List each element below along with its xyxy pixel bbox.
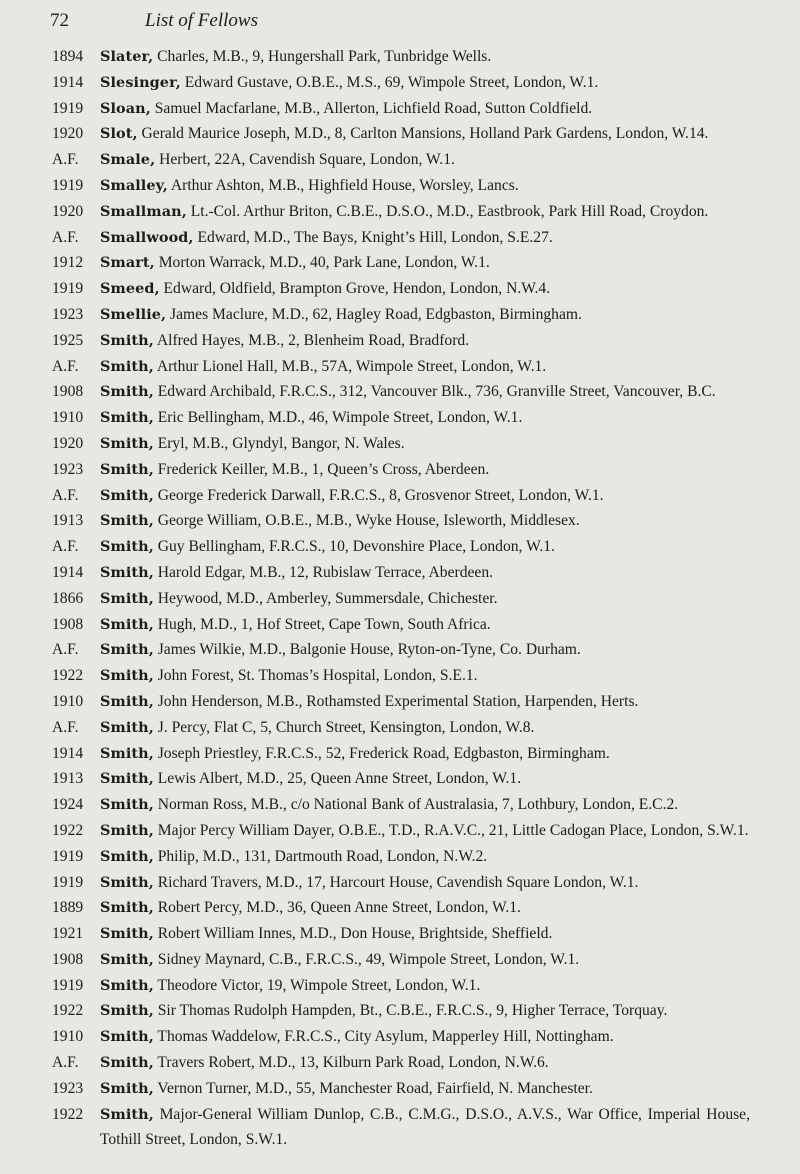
fellow-surname: Smith, [100, 1002, 154, 1020]
fellow-surname: Smith, [100, 1028, 154, 1046]
election-year: 1921 [52, 925, 84, 943]
election-year: 1914 [52, 73, 84, 91]
fellow-surname: Smith, [100, 821, 154, 839]
fellow-details: Thomas Waddelow, F.R.C.S., City Asylum, Mapperley Hill, Nottingham. [153, 1028, 614, 1046]
fellow-entry [100, 147, 750, 173]
fellow-surname: Smith, [100, 538, 154, 556]
fellow-entry [100, 457, 750, 483]
fellow-entry [100, 96, 750, 122]
election-year: 1913 [52, 770, 84, 788]
fellow-details: Harold Edgar, M.B., 12, Rubislaw Terrace, Aberdeen. [153, 563, 494, 581]
fellow-surname: Smeed, [100, 280, 160, 298]
list-item [0, 431, 800, 457]
list-item [0, 741, 800, 767]
election-year: A.F. [52, 228, 79, 246]
list-item [0, 844, 800, 870]
election-year: 1908 [52, 615, 84, 633]
fellow-details: Hugh, M.D., 1, Hof Street, Cape Town, South Africa. [153, 615, 491, 633]
election-year: A.F. [52, 486, 79, 504]
fellow-surname: Smith, [100, 976, 154, 994]
fellow-entry [100, 870, 750, 896]
fellow-details: Theodore Victor, 19, Wimpole Street, London, W.1. [153, 976, 481, 994]
list-item [0, 766, 800, 792]
election-year: A.F. [52, 718, 79, 736]
fellow-details: Edward Archibald, F.R.C.S., 312, Vancouver Blk., 736, Granville Street, Vancouver, B.C. [153, 383, 716, 401]
list-item [0, 302, 800, 328]
list-item [0, 895, 800, 921]
fellow-entry [100, 1102, 750, 1154]
fellow-surname: Smith, [100, 770, 154, 788]
fellow-entry [100, 921, 750, 947]
fellow-entry [100, 663, 750, 689]
fellow-entry [100, 998, 750, 1024]
fellow-entry [100, 431, 750, 457]
fellow-entry [100, 534, 750, 560]
fellow-details: John Forest, St. Thomas’s Hospital, London, S.E.1. [153, 667, 478, 685]
fellow-entry [100, 844, 750, 870]
fellow-surname: Sloan, [100, 99, 151, 117]
election-year: A.F. [52, 357, 79, 375]
fellow-details: Arthur Ashton, M.B., Highfield House, Worsley, Lancs. [167, 176, 519, 194]
fellow-surname: Smith, [100, 692, 154, 710]
fellow-details: Edward Gustave, O.B.E., M.S., 69, Wimpole Street, London, W.1. [180, 73, 599, 91]
fellow-details: Morton Warrack, M.D., 40, Park Lane, London, W.1. [154, 254, 490, 272]
list-item [0, 199, 800, 225]
fellow-details: Robert William Innes, M.D., Don House, Brightside, Sheffield. [153, 925, 553, 943]
fellow-surname: Smith, [100, 873, 154, 891]
fellow-entry [100, 1050, 750, 1076]
election-year: 1910 [52, 409, 84, 427]
fellow-surname: Slesinger, [100, 73, 181, 91]
fellow-entry [100, 276, 750, 302]
fellow-surname: Smith, [100, 925, 154, 943]
fellow-details: Samuel Macfarlane, M.B., Allerton, Lichfield Road, Sutton Coldfield. [150, 99, 593, 117]
fellow-entry [100, 973, 750, 999]
fellow-surname: Smith, [100, 409, 154, 427]
list-item [0, 818, 800, 844]
fellow-surname: Smith, [100, 744, 154, 762]
fellow-surname: Smellie, [100, 305, 167, 323]
fellow-entry [100, 792, 750, 818]
list-item [0, 44, 800, 70]
election-year: 1923 [52, 305, 84, 323]
election-year: 1889 [52, 899, 84, 917]
election-year: 1912 [52, 254, 84, 272]
list-item [0, 1050, 800, 1076]
election-year: 1919 [52, 99, 84, 117]
election-year: 1923 [52, 460, 84, 478]
election-year: 1920 [52, 202, 84, 220]
list-item [0, 921, 800, 947]
election-year: 1922 [52, 667, 84, 685]
fellow-surname: Smith, [100, 1105, 154, 1123]
list-item [0, 70, 800, 96]
fellow-entry [100, 302, 750, 328]
election-year: 1866 [52, 589, 84, 607]
fellow-details: Norman Ross, M.B., c/o National Bank of Australasia, 7, Lothbury, London, E.C.2. [153, 796, 679, 814]
fellow-details: Lewis Albert, M.D., 25, Queen Anne Street, London, W.1. [153, 770, 522, 788]
list-item [0, 96, 800, 122]
election-year: 1914 [52, 563, 84, 581]
list-item [0, 1076, 800, 1102]
list-item [0, 973, 800, 999]
fellow-entry [100, 354, 750, 380]
fellow-entry [100, 121, 750, 147]
election-year: 1924 [52, 796, 84, 814]
list-item [0, 998, 800, 1024]
fellow-surname: Smith, [100, 950, 154, 968]
fellow-surname: Smith, [100, 615, 154, 633]
fellow-entry [100, 612, 750, 638]
list-item [0, 586, 800, 612]
fellow-details: Frederick Keiller, M.B., 1, Queen’s Cross, Aberdeen. [153, 460, 490, 478]
fellow-surname: Slater, [100, 48, 154, 65]
election-year: 1910 [52, 1028, 84, 1046]
fellow-entry [100, 586, 750, 612]
fellow-entry [100, 715, 750, 741]
fellow-details: Gerald Maurice Joseph, M.D., 8, Carlton Mansions, Holland Park Gardens, London, W.14. [137, 125, 709, 143]
page-header [0, 0, 800, 40]
fellow-details: Heywood, M.D., Amberley, Summersdale, Chichester. [153, 589, 498, 607]
election-year: 1908 [52, 383, 84, 401]
election-year: A.F. [52, 641, 79, 659]
election-year: 1922 [52, 1002, 84, 1020]
fellow-surname: Smith, [100, 357, 154, 375]
election-year: A.F. [52, 151, 79, 169]
fellow-entry [100, 379, 750, 405]
list-item [0, 637, 800, 663]
fellow-entry [100, 560, 750, 586]
fellow-details: Sidney Maynard, C.B., F.R.C.S., 49, Wimpole Street, London, W.1. [153, 950, 580, 968]
fellow-entry [100, 818, 750, 844]
fellow-details: Sir Thomas Rudolph Hampden, Bt., C.B.E., F.R.C.S., 9, Higher Terrace, Torquay. [153, 1002, 668, 1020]
election-year: 1919 [52, 976, 84, 994]
fellow-details: James Maclure, M.D., 62, Hagley Road, Edgbaston, Birmingham. [166, 305, 582, 323]
list-item [0, 276, 800, 302]
fellow-surname: Smale, [100, 151, 156, 169]
running-head: List of Fellows [145, 10, 258, 31]
fellow-details: Edward, Oldfield, Brampton Grove, Hendon, London, N.W.4. [159, 280, 551, 298]
fellow-details: James Wilkie, M.D., Balgonie House, Ryton-on-Tyne, Co. Durham. [153, 641, 581, 659]
fellow-entry [100, 225, 750, 251]
election-year: 1920 [52, 125, 84, 143]
list-item [0, 663, 800, 689]
election-year: 1908 [52, 950, 84, 968]
fellow-surname: Smith, [100, 460, 154, 478]
fellow-details: Richard Travers, M.D., 17, Harcourt House, Cavendish Square London, W.1. [153, 873, 639, 891]
fellow-entry [100, 483, 750, 509]
list-item [0, 508, 800, 534]
fellow-surname: Smith, [100, 486, 154, 504]
fellow-surname: Smith, [100, 563, 154, 581]
fellow-surname: Smalley, [100, 176, 168, 194]
fellow-entry [100, 44, 750, 70]
election-year: 1922 [52, 821, 84, 839]
fellow-details: Major-General William Dunlop, C.B., C.M.G., D.S.O., A.V.S., War Office, Imperial House, Tothill Street, London, S.W.1. [100, 1105, 750, 1149]
fellow-surname: Smith, [100, 796, 154, 814]
fellow-surname: Slot, [100, 125, 138, 143]
election-year: 1910 [52, 692, 84, 710]
list-item [0, 792, 800, 818]
list-item [0, 354, 800, 380]
list-item [0, 689, 800, 715]
list-item [0, 379, 800, 405]
fellow-details: Arthur Lionel Hall, M.B., 57A, Wimpole Street, London, W.1. [153, 357, 547, 375]
fellow-entry [100, 947, 750, 973]
fellow-entry [100, 1076, 750, 1102]
list-item [0, 457, 800, 483]
fellow-details: Vernon Turner, M.D., 55, Manchester Road, Fairfield, N. Manchester. [153, 1079, 593, 1097]
list-item [0, 612, 800, 638]
list-item [0, 147, 800, 173]
fellow-surname: Smith, [100, 641, 154, 659]
fellows-list [0, 44, 800, 1153]
fellow-entry [100, 689, 750, 715]
list-item [0, 560, 800, 586]
fellow-entry [100, 199, 750, 225]
list-item [0, 225, 800, 251]
election-year: 1894 [52, 48, 84, 65]
list-item [0, 1024, 800, 1050]
fellow-entry [100, 70, 750, 96]
list-item [0, 947, 800, 973]
list-item [0, 173, 800, 199]
fellow-surname: Smith, [100, 718, 154, 736]
election-year: 1919 [52, 176, 84, 194]
fellow-details: Edward, M.D., The Bays, Knight’s Hill, London, S.E.27. [193, 228, 553, 246]
fellow-entry [100, 637, 750, 663]
fellow-details: Eric Bellingham, M.D., 46, Wimpole Street, London, W.1. [153, 409, 523, 427]
list-item [0, 328, 800, 354]
fellow-surname: Smith, [100, 1054, 154, 1072]
fellow-surname: Smith, [100, 383, 154, 401]
fellow-surname: Smith, [100, 847, 154, 865]
fellow-entry [100, 766, 750, 792]
election-year: 1922 [52, 1105, 84, 1123]
election-year: 1919 [52, 847, 84, 865]
fellow-entry [100, 508, 750, 534]
election-year: 1919 [52, 873, 84, 891]
fellow-surname: Smith, [100, 434, 154, 452]
election-year: 1923 [52, 1079, 84, 1097]
fellow-entry [100, 250, 750, 276]
list-item [0, 405, 800, 431]
fellow-entry [100, 741, 750, 767]
fellow-details: George William, O.B.E., M.B., Wyke House, Isleworth, Middlesex. [153, 512, 580, 530]
election-year: 1919 [52, 280, 84, 298]
fellow-entry [100, 328, 750, 354]
fellow-entry [100, 405, 750, 431]
election-year: 1913 [52, 512, 84, 530]
fellow-surname: Smith, [100, 1079, 154, 1097]
election-year: A.F. [52, 1054, 79, 1072]
fellow-surname: Smith, [100, 589, 154, 607]
fellow-details: Eryl, M.B., Glyndyl, Bangor, N. Wales. [153, 434, 405, 452]
fellow-surname: Smallman, [100, 202, 187, 220]
election-year: 1914 [52, 744, 84, 762]
list-item [0, 250, 800, 276]
election-year: 1925 [52, 331, 84, 349]
election-year: A.F. [52, 538, 79, 556]
list-item [0, 483, 800, 509]
fellow-details: Alfred Hayes, M.B., 2, Blenheim Road, Bradford. [153, 331, 470, 349]
list-item [0, 715, 800, 741]
fellow-entry [100, 173, 750, 199]
list-item [0, 1102, 800, 1154]
fellow-surname: Smith, [100, 331, 154, 349]
fellow-details: Robert Percy, M.D., 36, Queen Anne Street, London, W.1. [153, 899, 521, 917]
fellow-details: John Henderson, M.B., Rothamsted Experimental Station, Harpenden, Herts. [153, 692, 639, 710]
list-item [0, 870, 800, 896]
fellow-entry [100, 1024, 750, 1050]
fellow-details: Lt.-Col. Arthur Briton, C.B.E., D.S.O., M.D., Eastbrook, Park Hill Road, Croydon. [186, 202, 709, 220]
fellow-surname: Smith, [100, 899, 154, 917]
list-item [0, 534, 800, 560]
fellow-surname: Smart, [100, 254, 155, 272]
fellow-surname: Smallwood, [100, 228, 194, 246]
fellow-details: J. Percy, Flat C, 5, Church Street, Kensington, London, W.8. [153, 718, 535, 736]
fellow-details: Charles, M.B., 9, Hungershall Park, Tunbridge Wells. [153, 48, 492, 65]
list-item [0, 121, 800, 147]
fellow-details: Guy Bellingham, F.R.C.S., 10, Devonshire Place, London, W.1. [153, 538, 555, 556]
election-year: 1920 [52, 434, 84, 452]
fellow-details: George Frederick Darwall, F.R.C.S., 8, Grosvenor Street, London, W.1. [153, 486, 604, 504]
fellow-details: Herbert, 22A, Cavendish Square, London, W.1. [155, 151, 455, 169]
fellow-details: Joseph Priestley, F.R.C.S., 52, Frederick Road, Edgbaston, Birmingham. [153, 744, 610, 762]
fellow-details: Philip, M.D., 131, Dartmouth Road, London, N.W.2. [153, 847, 488, 865]
fellow-entry [100, 895, 750, 921]
fellow-details: Travers Robert, M.D., 13, Kilburn Park Road, London, N.W.6. [153, 1054, 549, 1072]
fellow-surname: Smith, [100, 512, 154, 530]
fellow-details: Major Percy William Dayer, O.B.E., T.D., R.A.V.C., 21, Little Cadogan Place, London, S.W.1. [153, 821, 749, 839]
page-number: 72 [50, 10, 69, 31]
fellow-surname: Smith, [100, 667, 154, 685]
